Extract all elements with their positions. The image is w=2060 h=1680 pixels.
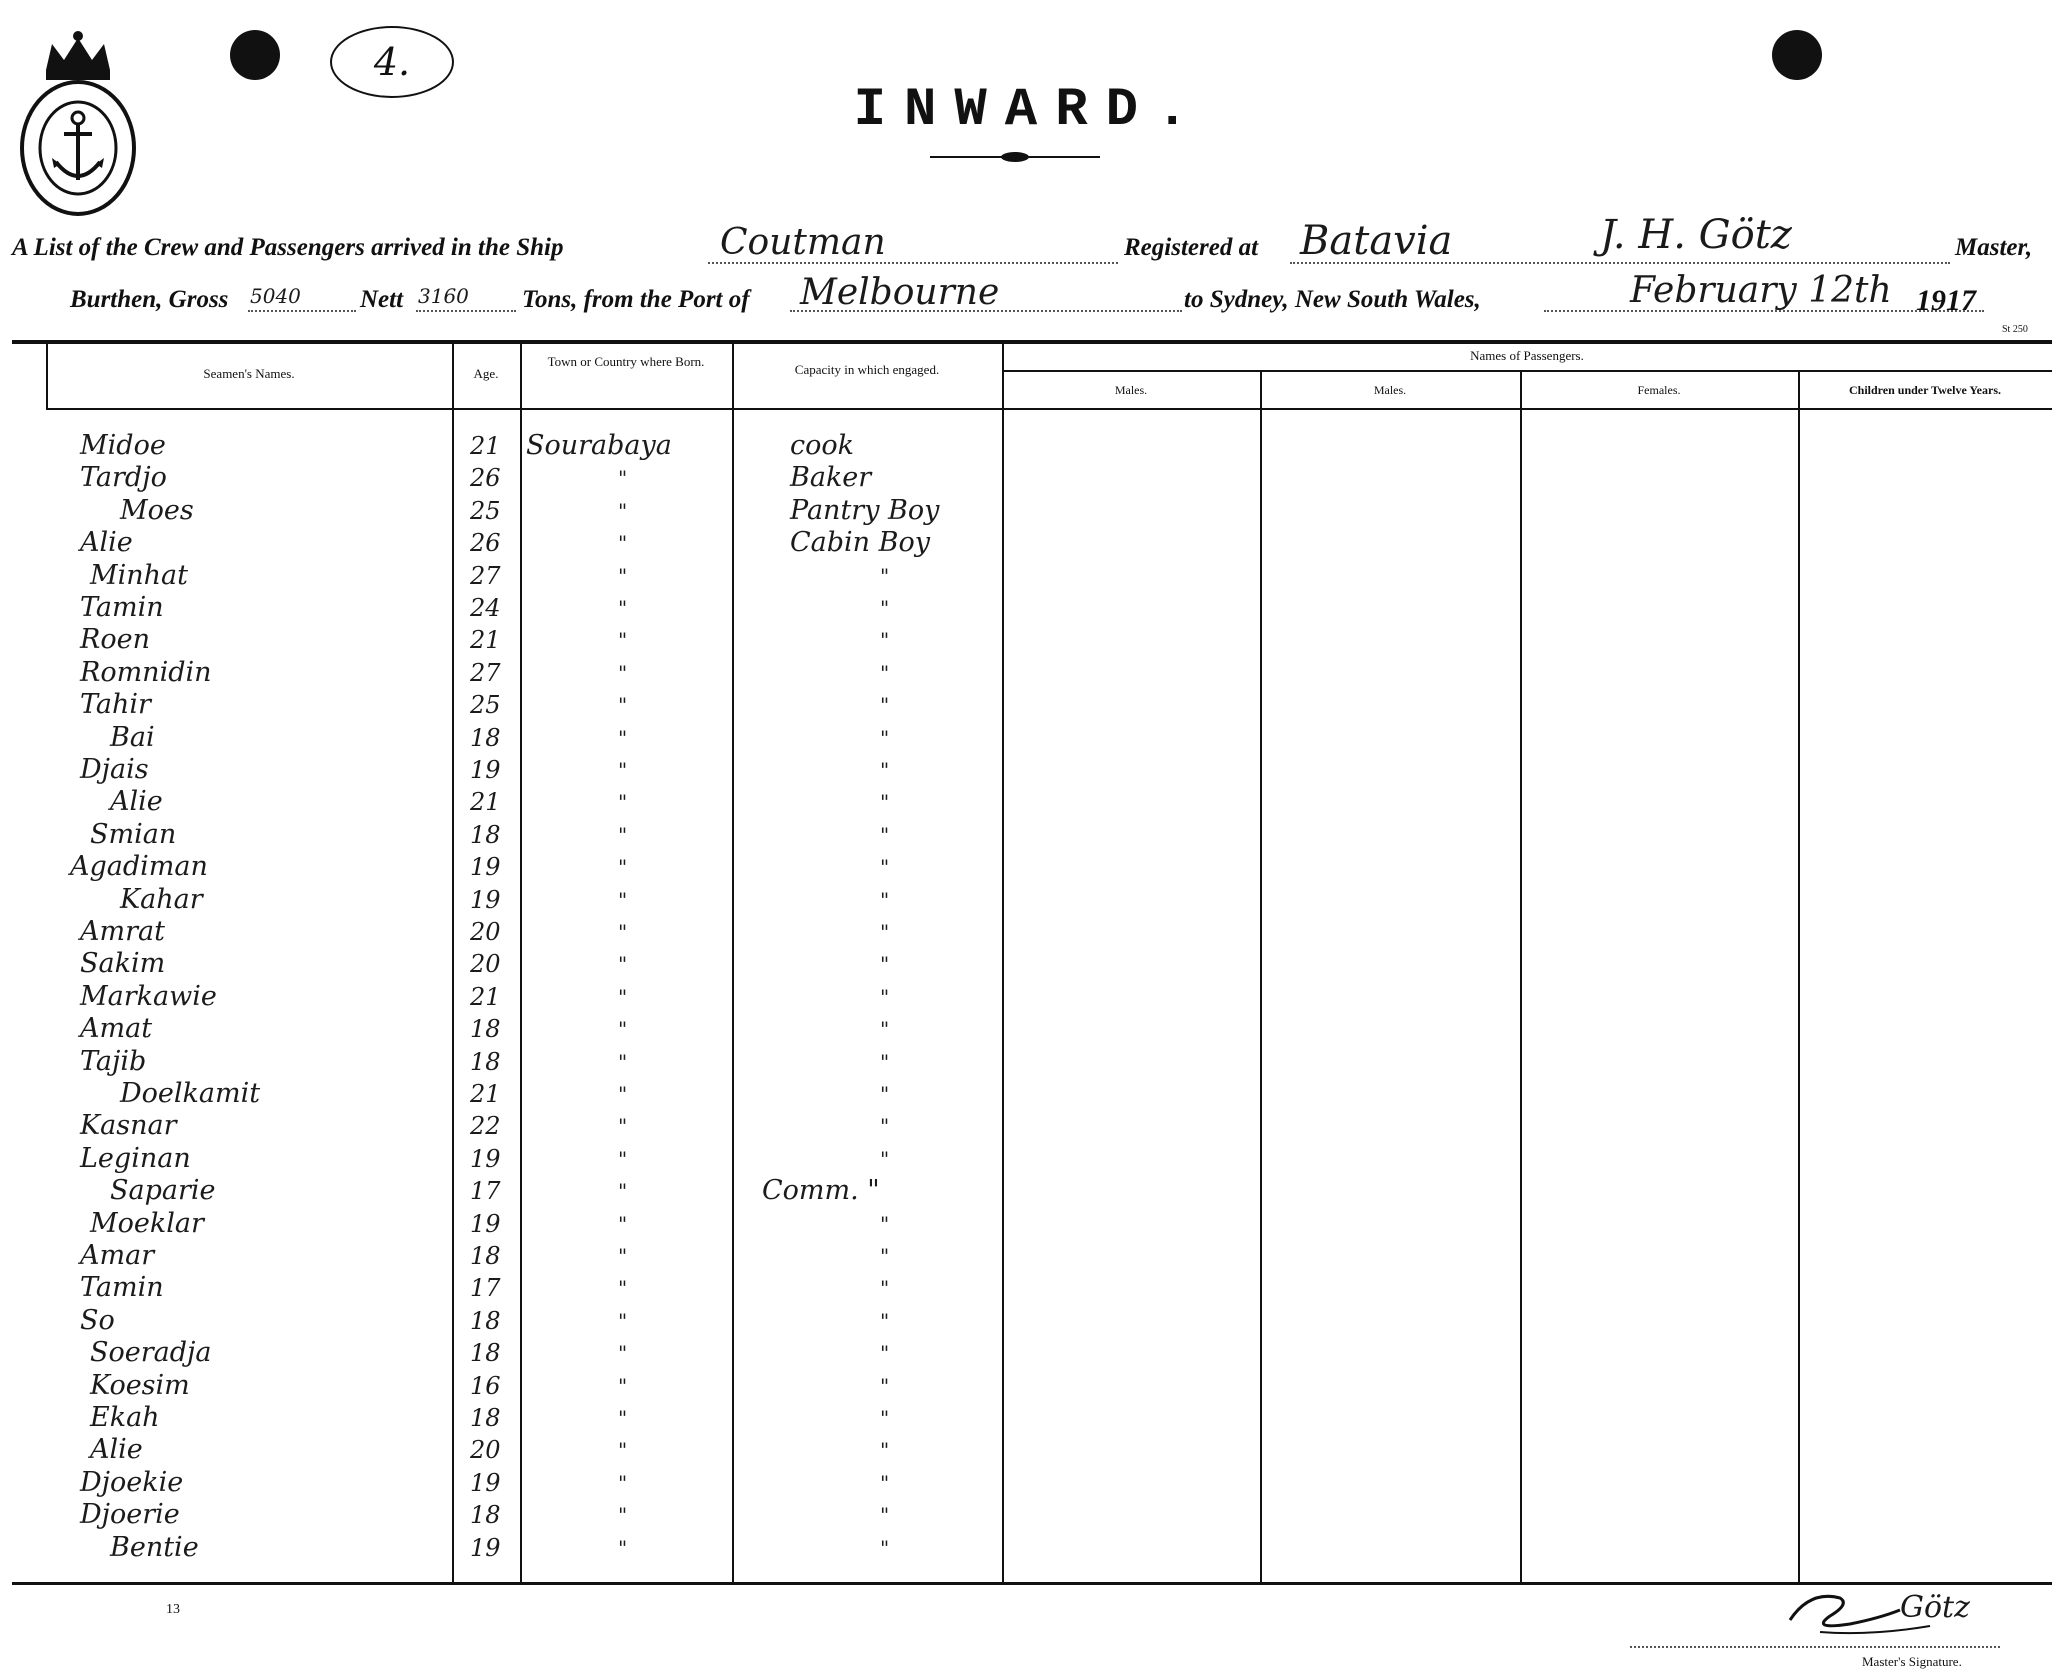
arrival-date: February 12th (1630, 270, 1892, 311)
seaman-name: Bentie (110, 1532, 199, 1563)
seaman-age: 19 (470, 853, 501, 881)
seaman-birthplace: " (618, 1082, 628, 1106)
seaman-capacity: " (880, 1309, 890, 1333)
seaman-age: 18 (470, 1048, 501, 1076)
col-header-capacity: Capacity in which engaged. (794, 362, 940, 377)
seaman-capacity: " (880, 1406, 890, 1430)
col-divider-females (1520, 372, 1522, 1582)
seaman-name: So (80, 1305, 115, 1336)
seaman-name: Tamin (80, 1272, 164, 1303)
seaman-birthplace: " (618, 1438, 628, 1462)
seaman-birthplace: " (618, 628, 628, 652)
seaman-age: 20 (470, 950, 501, 978)
seaman-age: 20 (470, 918, 501, 946)
col-header-born: Town or Country where Born. (547, 354, 705, 369)
col-header-children: Children under Twelve Years. (1848, 383, 2001, 397)
seaman-name: Alie (90, 1434, 143, 1465)
table-bottom-rule (12, 1582, 2052, 1585)
seaman-birthplace: " (618, 1536, 628, 1560)
seaman-birthplace: " (618, 790, 628, 814)
seaman-birthplace: " (618, 693, 628, 717)
seaman-age: 26 (470, 529, 501, 557)
seaman-capacity: " (880, 726, 890, 750)
seaman-capacity: " (880, 1050, 890, 1074)
seaman-birthplace: " (618, 564, 628, 588)
ship-name: Coutman (720, 222, 886, 263)
seaman-name: Amat (80, 1013, 153, 1044)
port-name: Melbourne (800, 272, 1000, 313)
seaman-capacity: " (880, 920, 890, 944)
seaman-birthplace: " (618, 1212, 628, 1236)
seaman-birthplace: " (618, 920, 628, 944)
registered-label: Registered at (1124, 234, 1259, 261)
seaman-capacity: " (880, 693, 890, 717)
nett-line (416, 310, 516, 312)
seaman-capacity: Pantry Boy (790, 495, 940, 526)
seaman-name: Romnidin (80, 657, 212, 688)
seaman-age: 25 (470, 691, 501, 719)
seaman-name: Minhat (90, 560, 189, 591)
seaman-name: Djoerie (80, 1499, 180, 1530)
destination-label: to Sydney, New South Wales, (1184, 286, 1481, 313)
gross-line (248, 310, 356, 312)
seaman-capacity: " (880, 888, 890, 912)
seaman-capacity: Baker (790, 462, 872, 493)
seaman-capacity: " (880, 628, 890, 652)
seaman-birthplace: " (618, 1374, 628, 1398)
burthen-label: Burthen, Gross (70, 286, 229, 313)
passengers-sub-rule (1002, 370, 2052, 372)
page-number: 4. (330, 26, 454, 98)
seaman-birthplace: " (618, 661, 628, 685)
seaman-age: 17 (470, 1177, 501, 1205)
seaman-name: Roen (80, 624, 150, 655)
seaman-capacity: " (880, 1017, 890, 1041)
seaman-capacity: Cabin Boy (790, 527, 930, 558)
seaman-name: Saparie (110, 1175, 216, 1206)
seaman-name: Smian (90, 819, 177, 850)
seaman-birthplace: " (618, 1471, 628, 1495)
punch-hole-right (1772, 30, 1822, 80)
registered-line (1290, 262, 1950, 264)
seaman-age: 16 (470, 1372, 501, 1400)
seaman-birthplace: " (618, 758, 628, 782)
seaman-capacity: " (880, 1341, 890, 1365)
seaman-age: 18 (470, 724, 501, 752)
master-label: Master, (1955, 234, 2033, 261)
seaman-age: 18 (470, 1404, 501, 1432)
seaman-birthplace: " (618, 1503, 628, 1527)
seaman-birthplace: " (618, 823, 628, 847)
col-divider-age (452, 344, 454, 1582)
signature-line (1630, 1646, 2000, 1648)
ship-name-line (708, 262, 1118, 264)
seaman-birthplace: " (618, 1341, 628, 1365)
seaman-name: Koesim (90, 1370, 190, 1401)
seaman-name: Moeklar (90, 1208, 204, 1239)
col-header-passengers: Names of Passengers. (1470, 348, 1584, 363)
seaman-birthplace: " (618, 1179, 628, 1203)
col-header-names: Seamen's Names. (203, 366, 295, 381)
seaman-name: Kahar (120, 884, 203, 915)
seaman-birthplace: " (618, 1017, 628, 1041)
seaman-name: Alie (80, 527, 133, 558)
seaman-birthplace: " (618, 888, 628, 912)
title-flourish (930, 150, 1100, 164)
seaman-capacity: " (880, 1212, 890, 1236)
seaman-name: Moes (120, 495, 194, 526)
header-line1-prefix: A List of the Crew and Passengers arrived in the Ship (12, 234, 564, 261)
seaman-name: Alie (110, 786, 163, 817)
seaman-name: Tajib (80, 1046, 147, 1077)
seaman-age: 21 (470, 626, 501, 654)
seaman-name: Doelkamit (120, 1078, 261, 1109)
seaman-birthplace: " (618, 1309, 628, 1333)
table-top-rule (12, 340, 2052, 344)
seaman-age: 27 (470, 562, 501, 590)
seaman-name: Leginan (80, 1143, 191, 1174)
seaman-name: Midoe (80, 430, 166, 461)
seaman-name: Djoekie (80, 1467, 184, 1498)
seaman-age: 19 (470, 1210, 501, 1238)
seaman-birthplace: " (618, 466, 628, 490)
seaman-capacity: " (880, 985, 890, 1009)
seaman-capacity: " (880, 952, 890, 976)
seaman-birthplace: " (618, 1244, 628, 1268)
seaman-capacity: " (880, 1438, 890, 1462)
seaman-name: Tardjo (80, 462, 167, 493)
seaman-age: 18 (470, 1242, 501, 1270)
seaman-age: 21 (470, 983, 501, 1011)
seaman-birthplace: " (618, 531, 628, 555)
seaman-name: Bai (110, 722, 155, 753)
seaman-age: 19 (470, 1145, 501, 1173)
seaman-age: 24 (470, 594, 501, 622)
col-divider-born (520, 344, 522, 1582)
seaman-birthplace: " (618, 499, 628, 523)
seaman-capacity: " (880, 1374, 890, 1398)
col-divider-capacity (732, 344, 734, 1582)
nett-value: 3160 (418, 284, 469, 308)
seaman-capacity: " (880, 564, 890, 588)
seaman-birthplace: " (618, 855, 628, 879)
arrival-year: 1917 (1916, 284, 1976, 317)
seaman-capacity: Comm. " (762, 1175, 880, 1206)
margin-note: 13 (166, 1602, 180, 1617)
seaman-name: Sakim (80, 948, 166, 979)
seaman-capacity: cook (790, 430, 854, 461)
seaman-age: 25 (470, 497, 501, 525)
seaman-age: 19 (470, 886, 501, 914)
seaman-age: 18 (470, 821, 501, 849)
col-divider-passengers (1002, 344, 1004, 1582)
col-header-males-2: Males. (1373, 383, 1407, 397)
seaman-name: Djais (80, 754, 149, 785)
seaman-name: Agadiman (70, 851, 208, 882)
seaman-name: Tamin (80, 592, 164, 623)
seaman-birthplace: " (618, 952, 628, 976)
seaman-age: 27 (470, 659, 501, 687)
form-code: St 250 (2002, 324, 2028, 335)
seaman-age: 20 (470, 1436, 501, 1464)
seaman-age: 21 (470, 788, 501, 816)
seaman-capacity: " (880, 1147, 890, 1171)
seaman-capacity: " (880, 1471, 890, 1495)
seaman-birthplace: " (618, 985, 628, 1009)
seaman-age: 26 (470, 464, 501, 492)
seaman-name: Kasnar (80, 1110, 177, 1141)
seaman-birthplace: " (618, 726, 628, 750)
seaman-capacity: " (880, 758, 890, 782)
page-title: INWARD. (853, 80, 1207, 141)
seaman-name: Markawie (80, 981, 217, 1012)
seaman-name: Amar (80, 1240, 155, 1271)
seaman-age: 18 (470, 1501, 501, 1529)
header-bottom-rule (46, 408, 2052, 410)
seaman-birthplace: " (618, 1050, 628, 1074)
seaman-capacity: " (880, 1536, 890, 1560)
seaman-name: Soeradja (90, 1337, 212, 1368)
seaman-age: 18 (470, 1015, 501, 1043)
master-name: J. H. Götz (1600, 212, 1792, 258)
gross-value: 5040 (250, 284, 301, 308)
seaman-capacity: " (880, 661, 890, 685)
registered-at: Batavia (1300, 218, 1453, 264)
seaman-capacity: " (880, 1503, 890, 1527)
seaman-capacity: " (880, 596, 890, 620)
seaman-age: 19 (470, 1534, 501, 1562)
seaman-age: 22 (470, 1112, 501, 1140)
seaman-birthplace: " (618, 596, 628, 620)
seaman-capacity: " (880, 1114, 890, 1138)
seaman-age: 21 (470, 1080, 501, 1108)
seaman-age: 21 (470, 432, 501, 460)
seaman-capacity: " (880, 823, 890, 847)
seaman-birthplace: Sourabaya (526, 430, 672, 461)
seaman-name: Tahir (80, 689, 151, 720)
seaman-capacity: " (880, 790, 890, 814)
seaman-capacity: " (880, 1082, 890, 1106)
seaman-birthplace: " (618, 1276, 628, 1300)
punch-hole-left (230, 30, 280, 80)
tons-label: Tons, from the Port of (522, 286, 750, 313)
seaman-capacity: " (880, 1276, 890, 1300)
seaman-capacity: " (880, 855, 890, 879)
seaman-birthplace: " (618, 1147, 628, 1171)
seaman-capacity: " (880, 1244, 890, 1268)
col-header-females: Females. (1637, 383, 1681, 397)
seaman-age: 19 (470, 756, 501, 784)
col-divider-males2 (1260, 372, 1262, 1582)
seaman-age: 18 (470, 1339, 501, 1367)
signature-label: Master's Signature. (1862, 1654, 1962, 1669)
port-line (790, 310, 1182, 312)
seaman-name: Amrat (80, 916, 165, 947)
col-divider-children (1798, 372, 1800, 1582)
seaman-birthplace: " (618, 1114, 628, 1138)
seaman-age: 17 (470, 1274, 501, 1302)
col-header-males-1: Males. (1114, 383, 1148, 397)
seaman-birthplace: " (618, 1406, 628, 1430)
master-signature: Götz (1900, 1590, 1970, 1625)
seaman-age: 18 (470, 1307, 501, 1335)
col-header-age: Age. (473, 366, 499, 381)
seaman-name: Ekah (90, 1402, 160, 1433)
seaman-age: 19 (470, 1469, 501, 1497)
nett-label: Nett (360, 286, 404, 313)
